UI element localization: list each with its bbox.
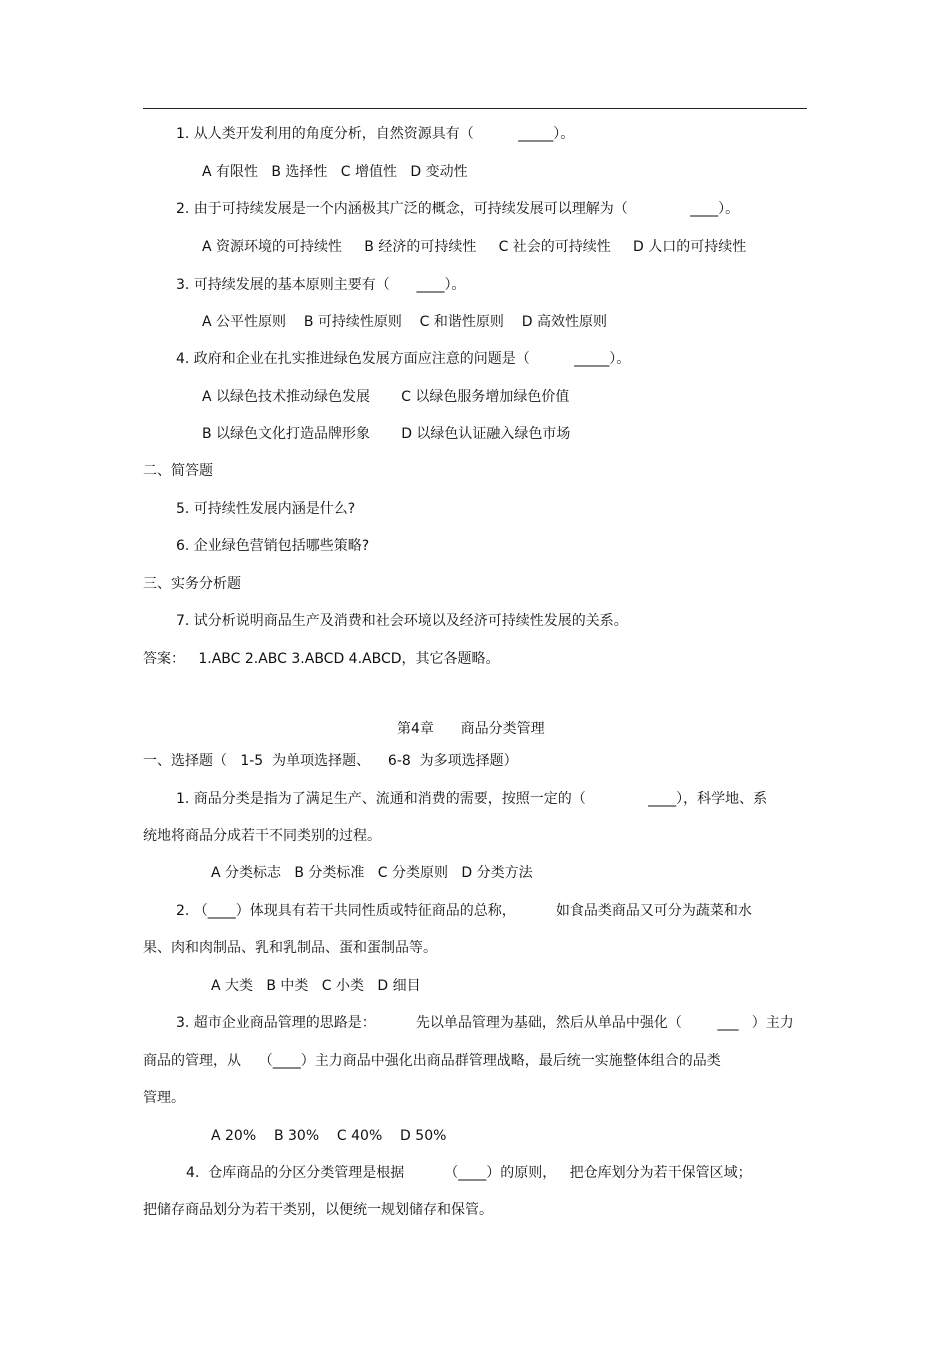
ch4-question-1-options: A 分类标志 B 分类标准 C 分类原则 D 分类方法 [211, 865, 533, 881]
question-7: 7. 试分析说明商品生产及消费和社会环境以及经济可持续性发展的关系。 [176, 613, 628, 629]
ch4-question-4-cont: 把储存商品划分为若干类别，以便统一规划储存和保管。 [143, 1202, 493, 1218]
ch4-question-3-cont: 商品的管理，从 （____）主力商品中强化出商品群管理战略，最后统一实施整体组合的品类 [143, 1053, 721, 1069]
question-5: 5. 可持续性发展内涵是什么? [176, 501, 356, 517]
question-1-options: A 有限性 B 选择性 C 增值性 D 变动性 [202, 164, 468, 180]
header-rule [143, 108, 807, 109]
ch4-question-4: 4. 仓库商品的分区分类管理是根据 （____）的原则， 把仓库划分为若干保管区域； [186, 1165, 752, 1181]
ch4-question-2-cont: 果、肉和肉制品、乳和乳制品、蛋和蛋制品等。 [143, 940, 437, 956]
section-heading-short-answer: 二、简答题 [143, 463, 213, 479]
ch4-question-1: 1. 商品分类是指为了满足生产、流通和消费的需要，按照一定的（ ____），科学地、系 [176, 791, 768, 807]
question-6: 6. 企业绿色营销包括哪些策略? [176, 538, 370, 554]
question-4-options-a-c: A 以绿色技术推动绿色发展 C 以绿色服务增加绿色价值 [202, 389, 570, 405]
question-1: 1. 从人类开发利用的角度分析，自然资源具有（ _____）。 [176, 126, 575, 142]
ch4-question-2: 2. （____）体现具有若干共同性质或特征商品的总称， 如食品类商品又可分为蔬菜和水 [176, 903, 752, 919]
section-heading-choice: 一、选择题（ 1-5 为单项选择题、 6-8 为多项选择题） [143, 753, 518, 769]
chapter-title: 第4章 商品分类管理 [397, 721, 545, 737]
question-2-options: A 资源环境的可持续性 B 经济的可持续性 C 社会的可持续性 D 人口的可持续性 [202, 239, 747, 255]
section-heading-practical: 三、实务分析题 [143, 576, 241, 592]
ch4-question-2-options: A 大类 B 中类 C 小类 D 细目 [211, 978, 421, 994]
question-2: 2. 由于可持续发展是一个内涵极其广泛的概念，可持续发展可以理解为（ ____）。 [176, 201, 740, 217]
question-4: 4. 政府和企业在扎实推进绿色发展方面应注意的问题是（ _____）。 [176, 351, 631, 367]
question-3-options: A 公平性原则 B 可持续性原则 C 和谐性原则 D 高效性原则 [202, 314, 607, 330]
ch4-question-3: 3. 超市企业商品管理的思路是： 先以单品管理为基础，然后从单品中强化（ ___ ）主力 [176, 1015, 794, 1031]
question-4-options-b-d: B 以绿色文化打造品牌形象 D 以绿色认证融入绿色市场 [202, 426, 571, 442]
ch4-question-3-options: A 20% B 30% C 40% D 50% [211, 1128, 447, 1144]
answer-key: 答案： 1.ABC 2.ABC 3.ABCD 4.ABCD，其它各题略。 [143, 651, 500, 667]
ch4-question-1-cont: 统地将商品分成若干不同类别的过程。 [143, 828, 381, 844]
question-3: 3. 可持续发展的基本原则主要有（ ____）。 [176, 277, 466, 293]
ch4-question-3-cont-2: 管理。 [143, 1090, 185, 1106]
